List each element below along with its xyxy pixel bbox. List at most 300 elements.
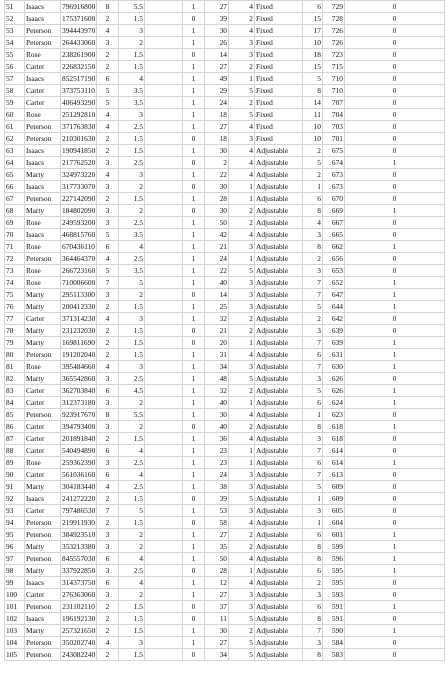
cell-bedrooms[interactable]: 3: [303, 433, 323, 445]
cell-row-id[interactable]: 61: [5, 121, 25, 133]
cell-last-name[interactable]: Rose: [25, 217, 61, 229]
cell-baths[interactable]: 1.5: [119, 145, 145, 157]
cell-last-name[interactable]: Rose: [25, 457, 61, 469]
table-row[interactable]: [5, 613, 445, 625]
cell-row-id[interactable]: 92: [5, 493, 25, 505]
cell-status[interactable]: 0: [345, 37, 445, 49]
cell-row-id[interactable]: 67: [5, 193, 25, 205]
cell-spacer[interactable]: [145, 205, 183, 217]
cell-grade[interactable]: 4: [229, 145, 255, 157]
cell-flag[interactable]: 1: [183, 229, 205, 241]
cell-id-number[interactable]: 561036160: [62, 470, 96, 479]
cell-mortgage-type[interactable]: Adjustable: [255, 589, 303, 601]
cell-id-number[interactable]: 201891840: [62, 434, 96, 443]
cell-last-name[interactable]: Peterson: [25, 193, 61, 205]
cell-last-name[interactable]: Marty: [25, 205, 61, 217]
cell-row-id[interactable]: 94: [5, 517, 25, 529]
cell-mortgage-type[interactable]: Adjustable: [255, 601, 303, 613]
cell-grade[interactable]: 3: [229, 361, 255, 373]
cell-baths[interactable]: 1.5: [119, 613, 145, 625]
cell-age[interactable]: 27: [205, 529, 229, 541]
cell-baths[interactable]: 3.5: [119, 229, 145, 241]
cell-status[interactable]: 0: [345, 589, 445, 601]
cell-status[interactable]: 1: [345, 289, 445, 301]
table-row[interactable]: [5, 421, 445, 433]
cell-rooms[interactable]: 2: [97, 49, 119, 61]
cell-grade[interactable]: 4: [229, 409, 255, 421]
cell-status[interactable]: 1: [345, 385, 445, 397]
cell-score[interactable]: 701: [323, 133, 345, 145]
cell-id-number[interactable]: 923917670: [62, 410, 96, 419]
cell-rooms[interactable]: 4: [97, 25, 119, 37]
cell-id-number[interactable]: 365542860: [62, 374, 96, 383]
cell-score[interactable]: 591: [323, 601, 345, 613]
cell-grade[interactable]: 2: [229, 61, 255, 73]
cell-rooms[interactable]: 4: [97, 313, 119, 325]
table-row[interactable]: [5, 625, 445, 637]
cell-id-number[interactable]: 231102110: [62, 602, 95, 611]
cell-id-number[interactable]: 406493290: [62, 98, 96, 107]
cell-mortgage-type[interactable]: Fixed: [255, 37, 303, 49]
cell-rooms[interactable]: 6: [97, 445, 119, 457]
table-row[interactable]: [5, 265, 445, 277]
cell-id-number[interactable]: 468815760: [62, 230, 96, 239]
table-row[interactable]: [5, 25, 445, 37]
cell-rooms[interactable]: 3: [97, 217, 119, 229]
cell-age[interactable]: 36: [205, 433, 229, 445]
cell-spacer[interactable]: [145, 541, 183, 553]
cell-status[interactable]: 1: [345, 301, 445, 313]
cell-bedrooms[interactable]: 1: [303, 181, 323, 193]
cell-bedrooms[interactable]: 7: [303, 445, 323, 457]
cell-flag[interactable]: 1: [183, 373, 205, 385]
cell-score[interactable]: 614: [323, 445, 345, 457]
cell-rooms[interactable]: 4: [97, 121, 119, 133]
cell-row-id[interactable]: 96: [5, 541, 25, 553]
cell-spacer[interactable]: [145, 241, 183, 253]
cell-rooms[interactable]: 6: [97, 577, 119, 589]
cell-row-id[interactable]: 105: [5, 649, 25, 661]
cell-status[interactable]: 1: [345, 349, 445, 361]
cell-score[interactable]: 728: [323, 13, 345, 25]
cell-age[interactable]: 30: [205, 25, 229, 37]
cell-grade[interactable]: 3: [229, 133, 255, 145]
cell-mortgage-type[interactable]: Adjustable: [255, 469, 303, 481]
cell-last-name[interactable]: Rose: [25, 109, 61, 121]
cell-row-id[interactable]: 57: [5, 73, 25, 85]
cell-last-name[interactable]: Carter: [25, 445, 61, 457]
cell-mortgage-type[interactable]: Adjustable: [255, 337, 303, 349]
cell-mortgage-type[interactable]: Adjustable: [255, 649, 303, 661]
cell-status[interactable]: 0: [345, 133, 445, 145]
cell-mortgage-type[interactable]: Adjustable: [255, 529, 303, 541]
cell-row-id[interactable]: 55: [5, 49, 25, 61]
cell-baths[interactable]: 4: [119, 553, 145, 565]
table-row[interactable]: [5, 457, 445, 469]
table-row[interactable]: [5, 229, 445, 241]
table-row[interactable]: [5, 445, 445, 457]
cell-bedrooms[interactable]: 6: [303, 193, 323, 205]
cell-status[interactable]: 1: [345, 397, 445, 409]
cell-bedrooms[interactable]: 18: [303, 49, 323, 61]
cell-grade[interactable]: 5: [229, 265, 255, 277]
cell-id-number[interactable]: 317733070: [62, 182, 96, 191]
cell-grade[interactable]: 2: [229, 13, 255, 25]
cell-status[interactable]: 0: [345, 49, 445, 61]
cell-spacer[interactable]: [145, 397, 183, 409]
cell-flag[interactable]: 1: [183, 637, 205, 649]
cell-last-name[interactable]: Rose: [25, 277, 61, 289]
cell-last-name[interactable]: Isaacs: [25, 145, 61, 157]
cell-status[interactable]: 1: [345, 553, 445, 565]
cell-bedrooms[interactable]: 3: [303, 265, 323, 277]
cell-flag[interactable]: 1: [183, 85, 205, 97]
cell-age[interactable]: 32: [205, 385, 229, 397]
cell-grade[interactable]: 5: [229, 613, 255, 625]
cell-spacer[interactable]: [145, 349, 183, 361]
cell-id-number[interactable]: 200412330: [62, 302, 96, 311]
cell-rooms[interactable]: 3: [97, 589, 119, 601]
cell-bedrooms[interactable]: 6: [303, 349, 323, 361]
cell-id-number[interactable]: 276363060: [62, 590, 96, 599]
cell-rooms[interactable]: 6: [97, 385, 119, 397]
cell-mortgage-type[interactable]: Adjustable: [255, 289, 303, 301]
cell-age[interactable]: 28: [205, 565, 229, 577]
cell-flag[interactable]: 1: [183, 541, 205, 553]
cell-row-id[interactable]: 82: [5, 373, 25, 385]
cell-score[interactable]: 591: [323, 613, 345, 625]
cell-age[interactable]: 28: [205, 193, 229, 205]
cell-last-name[interactable]: Carter: [25, 589, 61, 601]
cell-last-name[interactable]: Marty: [25, 541, 61, 553]
table-row[interactable]: [5, 433, 445, 445]
cell-id-number[interactable]: 304183440: [62, 482, 96, 491]
cell-rooms[interactable]: 3: [97, 157, 119, 169]
cell-spacer[interactable]: [145, 457, 183, 469]
cell-bedrooms[interactable]: 3: [303, 325, 323, 337]
cell-row-id[interactable]: 100: [5, 589, 25, 601]
cell-baths[interactable]: 2.5: [119, 457, 145, 469]
cell-score[interactable]: 675: [323, 145, 345, 157]
cell-score[interactable]: 710: [323, 73, 345, 85]
cell-mortgage-type[interactable]: Adjustable: [255, 265, 303, 277]
cell-baths[interactable]: 2.5: [119, 565, 145, 577]
cell-baths[interactable]: 2: [119, 541, 145, 553]
cell-mortgage-type[interactable]: Adjustable: [255, 193, 303, 205]
cell-status[interactable]: 0: [345, 265, 445, 277]
cell-bedrooms[interactable]: 8: [303, 241, 323, 253]
cell-status[interactable]: 1: [345, 541, 445, 553]
cell-rooms[interactable]: 2: [97, 517, 119, 529]
cell-flag[interactable]: 1: [183, 241, 205, 253]
cell-mortgage-type[interactable]: Fixed: [255, 133, 303, 145]
cell-baths[interactable]: 2.5: [119, 481, 145, 493]
cell-rooms[interactable]: 4: [97, 253, 119, 265]
cell-rooms[interactable]: 4: [97, 169, 119, 181]
cell-bedrooms[interactable]: 6: [303, 457, 323, 469]
cell-bedrooms[interactable]: 8: [303, 205, 323, 217]
cell-bedrooms[interactable]: 7: [303, 469, 323, 481]
cell-id-number[interactable]: 251292810: [62, 110, 96, 119]
cell-grade[interactable]: 3: [229, 49, 255, 61]
cell-row-id[interactable]: 86: [5, 421, 25, 433]
table-row[interactable]: [5, 505, 445, 517]
cell-age[interactable]: 21: [205, 325, 229, 337]
cell-rooms[interactable]: 3: [97, 289, 119, 301]
cell-spacer[interactable]: [145, 409, 183, 421]
cell-spacer[interactable]: [145, 481, 183, 493]
cell-status[interactable]: 0: [345, 469, 445, 481]
cell-mortgage-type[interactable]: Fixed: [255, 1, 303, 13]
cell-age[interactable]: 12: [205, 577, 229, 589]
cell-last-name[interactable]: Rose: [25, 361, 61, 373]
cell-rooms[interactable]: 3: [97, 37, 119, 49]
cell-rooms[interactable]: 2: [97, 301, 119, 313]
cell-baths[interactable]: 5.5: [119, 409, 145, 421]
cell-row-id[interactable]: 91: [5, 481, 25, 493]
cell-last-name[interactable]: Marty: [25, 301, 61, 313]
cell-row-id[interactable]: 99: [5, 577, 25, 589]
cell-spacer[interactable]: [145, 553, 183, 565]
cell-rooms[interactable]: 3: [97, 397, 119, 409]
cell-row-id[interactable]: 74: [5, 277, 25, 289]
cell-mortgage-type[interactable]: Fixed: [255, 61, 303, 73]
cell-age[interactable]: 27: [205, 121, 229, 133]
cell-row-id[interactable]: 68: [5, 205, 25, 217]
cell-spacer[interactable]: [145, 229, 183, 241]
cell-spacer[interactable]: [145, 577, 183, 589]
cell-spacer[interactable]: [145, 625, 183, 637]
table-row[interactable]: [5, 61, 445, 73]
cell-last-name[interactable]: Peterson: [25, 37, 61, 49]
cell-mortgage-type[interactable]: Fixed: [255, 121, 303, 133]
cell-row-id[interactable]: 88: [5, 445, 25, 457]
cell-grade[interactable]: 2: [229, 625, 255, 637]
cell-bedrooms[interactable]: 5: [303, 385, 323, 397]
cell-last-name[interactable]: Carter: [25, 61, 61, 73]
cell-flag[interactable]: 0: [183, 649, 205, 661]
cell-score[interactable]: 623: [323, 409, 345, 421]
cell-bedrooms[interactable]: 4: [303, 217, 323, 229]
table-row[interactable]: [5, 493, 445, 505]
cell-baths[interactable]: 1.5: [119, 193, 145, 205]
cell-baths[interactable]: 3: [119, 25, 145, 37]
cell-id-number[interactable]: 324973220: [62, 170, 96, 179]
table-row[interactable]: [5, 589, 445, 601]
cell-grade[interactable]: 5: [229, 637, 255, 649]
cell-score[interactable]: 601: [323, 529, 345, 541]
cell-score[interactable]: 673: [323, 169, 345, 181]
cell-mortgage-type[interactable]: Adjustable: [255, 313, 303, 325]
cell-bedrooms[interactable]: 1: [303, 409, 323, 421]
cell-flag[interactable]: 1: [183, 313, 205, 325]
cell-last-name[interactable]: Marty: [25, 289, 61, 301]
cell-score[interactable]: 626: [323, 373, 345, 385]
cell-grade[interactable]: 4: [229, 517, 255, 529]
cell-spacer[interactable]: [145, 217, 183, 229]
cell-row-id[interactable]: 98: [5, 565, 25, 577]
cell-status[interactable]: 0: [345, 637, 445, 649]
cell-grade[interactable]: 3: [229, 277, 255, 289]
table-row[interactable]: [5, 313, 445, 325]
cell-spacer[interactable]: [145, 493, 183, 505]
cell-bedrooms[interactable]: 1: [303, 517, 323, 529]
cell-baths[interactable]: 1.5: [119, 133, 145, 145]
cell-row-id[interactable]: 84: [5, 397, 25, 409]
cell-grade[interactable]: 3: [229, 589, 255, 601]
table-row[interactable]: [5, 373, 445, 385]
cell-id-number[interactable]: 190941850: [62, 146, 96, 155]
table-row[interactable]: [5, 553, 445, 565]
cell-grade[interactable]: 3: [229, 37, 255, 49]
cell-rooms[interactable]: 4: [97, 637, 119, 649]
cell-rooms[interactable]: 5: [97, 85, 119, 97]
cell-spacer[interactable]: [145, 529, 183, 541]
cell-rooms[interactable]: 2: [97, 649, 119, 661]
cell-spacer[interactable]: [145, 25, 183, 37]
cell-bedrooms[interactable]: 2: [303, 313, 323, 325]
cell-id-number[interactable]: 845557030: [62, 554, 96, 563]
cell-baths[interactable]: 2.5: [119, 373, 145, 385]
cell-status[interactable]: 0: [345, 13, 445, 25]
cell-score[interactable]: 703: [323, 121, 345, 133]
cell-last-name[interactable]: Peterson: [25, 517, 61, 529]
cell-grade[interactable]: 1: [229, 565, 255, 577]
cell-mortgage-type[interactable]: Adjustable: [255, 145, 303, 157]
cell-mortgage-type[interactable]: Fixed: [255, 73, 303, 85]
cell-age[interactable]: 23: [205, 445, 229, 457]
cell-id-number[interactable]: 670436110: [62, 242, 95, 251]
cell-grade[interactable]: 1: [229, 445, 255, 457]
cell-age[interactable]: 34: [205, 361, 229, 373]
cell-grade[interactable]: 2: [229, 385, 255, 397]
cell-spacer[interactable]: [145, 253, 183, 265]
cell-score[interactable]: 593: [323, 589, 345, 601]
cell-rooms[interactable]: 3: [97, 373, 119, 385]
cell-bedrooms[interactable]: 3: [303, 589, 323, 601]
cell-rooms[interactable]: 2: [97, 337, 119, 349]
cell-score[interactable]: 726: [323, 25, 345, 37]
cell-id-number[interactable]: 226832150: [62, 62, 96, 71]
cell-age[interactable]: 39: [205, 13, 229, 25]
cell-score[interactable]: 673: [323, 181, 345, 193]
cell-score[interactable]: 674: [323, 157, 345, 169]
cell-age[interactable]: 25: [205, 301, 229, 313]
cell-status[interactable]: 1: [345, 361, 445, 373]
cell-last-name[interactable]: Peterson: [25, 349, 61, 361]
cell-status[interactable]: 1: [345, 421, 445, 433]
cell-grade[interactable]: 4: [229, 577, 255, 589]
cell-age[interactable]: 24: [205, 97, 229, 109]
cell-age[interactable]: 32: [205, 313, 229, 325]
cell-status[interactable]: 0: [345, 649, 445, 661]
cell-id-number[interactable]: 243082240: [62, 650, 96, 659]
cell-bedrooms[interactable]: 5: [303, 301, 323, 313]
cell-rooms[interactable]: 6: [97, 553, 119, 565]
cell-row-id[interactable]: 104: [5, 637, 25, 649]
cell-status[interactable]: 0: [345, 1, 445, 13]
cell-last-name[interactable]: Marty: [25, 565, 61, 577]
cell-spacer[interactable]: [145, 121, 183, 133]
cell-mortgage-type[interactable]: Adjustable: [255, 613, 303, 625]
cell-bedrooms[interactable]: 6: [303, 1, 323, 13]
cell-grade[interactable]: 1: [229, 337, 255, 349]
cell-row-id[interactable]: 56: [5, 61, 25, 73]
cell-grade[interactable]: 3: [229, 505, 255, 517]
cell-id-number[interactable]: 257321650: [62, 626, 96, 635]
cell-flag[interactable]: 0: [183, 601, 205, 613]
cell-mortgage-type[interactable]: Adjustable: [255, 637, 303, 649]
cell-grade[interactable]: 4: [229, 1, 255, 13]
cell-score[interactable]: 584: [323, 637, 345, 649]
cell-score[interactable]: 614: [323, 457, 345, 469]
cell-last-name[interactable]: Rose: [25, 265, 61, 277]
cell-flag[interactable]: 1: [183, 397, 205, 409]
cell-bedrooms[interactable]: 7: [303, 625, 323, 637]
cell-bedrooms[interactable]: 2: [303, 169, 323, 181]
cell-status[interactable]: 0: [345, 517, 445, 529]
cell-grade[interactable]: 3: [229, 241, 255, 253]
cell-id-number[interactable]: 175371600: [62, 14, 96, 23]
cell-bedrooms[interactable]: 6: [303, 601, 323, 613]
cell-id-number[interactable]: 797486530: [62, 506, 96, 515]
cell-spacer[interactable]: [145, 73, 183, 85]
cell-id-number[interactable]: 217762520: [62, 158, 96, 167]
cell-last-name[interactable]: Carter: [25, 433, 61, 445]
cell-baths[interactable]: 5: [119, 505, 145, 517]
cell-mortgage-type[interactable]: Adjustable: [255, 181, 303, 193]
cell-rooms[interactable]: 3: [97, 181, 119, 193]
cell-flag[interactable]: 0: [183, 325, 205, 337]
cell-baths[interactable]: 1.5: [119, 13, 145, 25]
cell-score[interactable]: 631: [323, 349, 345, 361]
cell-row-id[interactable]: 62: [5, 133, 25, 145]
table-row[interactable]: [5, 49, 445, 61]
cell-flag[interactable]: 0: [183, 157, 205, 169]
cell-mortgage-type[interactable]: Adjustable: [255, 157, 303, 169]
cell-last-name[interactable]: Carter: [25, 385, 61, 397]
cell-row-id[interactable]: 70: [5, 229, 25, 241]
cell-grade[interactable]: 2: [229, 325, 255, 337]
cell-row-id[interactable]: 93: [5, 505, 25, 517]
cell-rooms[interactable]: 2: [97, 613, 119, 625]
cell-score[interactable]: 609: [323, 493, 345, 505]
cell-age[interactable]: 50: [205, 217, 229, 229]
cell-spacer[interactable]: [145, 181, 183, 193]
cell-spacer[interactable]: [145, 49, 183, 61]
cell-spacer[interactable]: [145, 169, 183, 181]
cell-score[interactable]: 670: [323, 193, 345, 205]
cell-flag[interactable]: 1: [183, 481, 205, 493]
cell-id-number[interactable]: 191202040: [62, 350, 96, 359]
cell-row-id[interactable]: 95: [5, 529, 25, 541]
cell-baths[interactable]: 2.5: [119, 253, 145, 265]
cell-rooms[interactable]: 7: [97, 277, 119, 289]
cell-score[interactable]: 595: [323, 565, 345, 577]
cell-spacer[interactable]: [145, 433, 183, 445]
table-row[interactable]: [5, 529, 445, 541]
cell-status[interactable]: 0: [345, 577, 445, 589]
cell-score[interactable]: 626: [323, 385, 345, 397]
cell-row-id[interactable]: 52: [5, 13, 25, 25]
cell-spacer[interactable]: [145, 637, 183, 649]
cell-spacer[interactable]: [145, 517, 183, 529]
cell-grade[interactable]: 3: [229, 469, 255, 481]
cell-last-name[interactable]: Carter: [25, 85, 61, 97]
cell-baths[interactable]: 3.5: [119, 265, 145, 277]
cell-baths[interactable]: 2.5: [119, 157, 145, 169]
cell-row-id[interactable]: 59: [5, 97, 25, 109]
